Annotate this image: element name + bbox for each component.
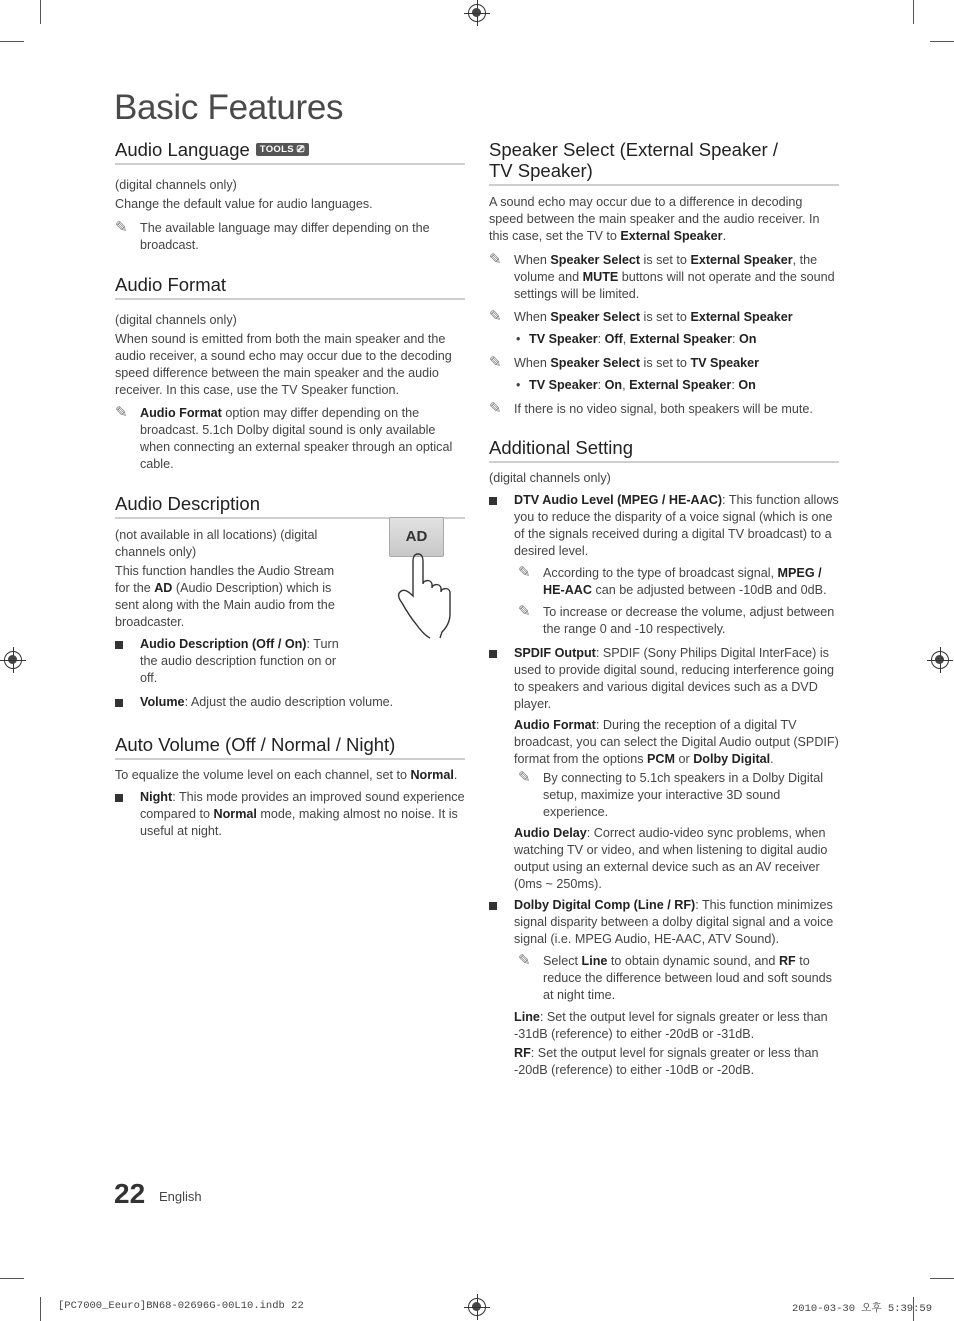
section-heading-audio-description: Audio Description — [115, 493, 465, 519]
text-span: Select — [543, 954, 582, 968]
note — [518, 953, 839, 1004]
pencil-note-icon: ✎ — [518, 563, 531, 581]
text-bold: RF — [514, 1046, 531, 1060]
text-bold: MUTE — [582, 270, 619, 284]
note — [518, 604, 839, 638]
body-text — [115, 767, 465, 784]
crop-mark — [0, 41, 24, 42]
heading-line: TV Speaker) — [489, 160, 593, 181]
note — [489, 355, 839, 372]
text-bold: MPEG / HE-AAC — [543, 566, 822, 597]
text-bold: TV Speaker — [529, 378, 598, 392]
text-bold: Speaker Select — [550, 356, 641, 370]
note — [518, 770, 839, 821]
tools-badge-icon: TOOLS ⎚ — [256, 143, 309, 156]
text-span: to obtain dynamic sound, and — [607, 954, 779, 968]
list-item — [489, 331, 839, 348]
text-span: : During the reception of a digital TV broadcast, you can select the Digital Audio output (SPDIF) format from the options — [514, 718, 839, 766]
bullet-square-icon — [115, 641, 123, 649]
text-span: : — [597, 332, 605, 346]
text-span: When — [514, 253, 551, 267]
text-span: (Audio Description) which is sent along with the Main audio from the broadcaster. — [115, 581, 335, 629]
text-span: can be adjusted between -10dB and 0dB. — [591, 583, 827, 597]
crop-mark — [40, 1297, 41, 1321]
text-span: : — [731, 378, 739, 392]
pencil-note-icon: ✎ — [489, 307, 502, 325]
item-text: mode, making almost no noise. It is useful at night. — [140, 807, 458, 838]
item-text: : This mode provides an improved sound experience compared to — [140, 790, 465, 821]
bullet-square-icon — [489, 650, 497, 658]
text-span: . — [453, 768, 458, 782]
list-item — [489, 492, 839, 560]
body-text: When sound is emitted from both the main speaker and the audio receiver, a sound echo may occur due to the decoding speed difference between the main speaker and the audio receiver. In this case, use the TV Speaker function. — [115, 332, 452, 397]
text-span: is set to — [640, 310, 691, 324]
text-span: To equalize the volume level on each channel, set to — [115, 768, 411, 782]
body-text — [489, 1009, 839, 1043]
note — [489, 252, 839, 303]
item-bold: Volume — [140, 695, 185, 709]
text-span: . — [770, 752, 774, 766]
registration-mark-icon — [468, 1298, 486, 1316]
bullet-square-icon — [489, 497, 497, 505]
text-span: to reduce the difference between loud and soft sounds at night time. — [543, 954, 832, 1002]
bullet-square-icon — [115, 794, 123, 802]
registration-mark-icon — [931, 651, 949, 669]
item-text: : This function minimizes signal disparity between a dolby digital signal and a voice signal (i.e. MPEG Audio, HE-AAC, ATV Sound). — [514, 898, 834, 946]
text-span: A sound echo may occur due to a difference in decoding speed between the main speaker and the audio receiver. In this case, set the TV to — [489, 195, 820, 243]
pencil-note-icon: ✎ — [518, 602, 531, 620]
text-bold: External Speaker — [629, 332, 733, 346]
registration-mark-icon — [468, 4, 486, 22]
list-item — [115, 636, 350, 687]
text-span: . — [722, 229, 727, 243]
body-text — [489, 194, 839, 245]
section-heading-audio-format: Audio Format — [115, 274, 465, 300]
text-bold: TV Speaker — [690, 356, 760, 370]
bullet-square-icon — [115, 699, 123, 707]
crop-mark — [40, 0, 41, 24]
pencil-note-icon: ✎ — [489, 399, 502, 417]
crop-mark — [0, 1278, 24, 1279]
ad-remote-button — [389, 517, 444, 557]
text-bold: Dolby Digital — [693, 752, 771, 766]
bullet-dot-icon: • — [516, 378, 521, 392]
section-heading-auto-volume: Auto Volume (Off / Normal / Night) — [115, 734, 465, 760]
right-column — [489, 139, 839, 1079]
left-column — [115, 139, 465, 840]
page-language: English — [159, 1189, 202, 1204]
info-text: (digital channels only) — [115, 178, 237, 192]
registration-mark-icon — [4, 651, 22, 669]
item-bold: Night — [140, 790, 173, 804]
text-bold: External Speaker — [620, 229, 723, 243]
text-bold: Line — [581, 954, 608, 968]
heading-line: Speaker Select (External Speaker / — [489, 139, 778, 160]
list-item — [115, 694, 465, 711]
note — [489, 401, 839, 418]
pencil-note-icon: ✎ — [115, 218, 128, 236]
note-text: The available language may differ depending on the broadcast. — [140, 221, 430, 252]
note-text: By connecting to 5.1ch speakers in a Dolby Digital setup, maximize your interactive 3D sound experience. — [543, 771, 824, 819]
ad-button-label: AD — [405, 528, 428, 545]
pencil-note-icon: ✎ — [115, 403, 128, 421]
list-item — [115, 789, 465, 840]
text-bold: TV Speaker — [529, 332, 598, 346]
text-bold: Off — [604, 332, 623, 346]
text-bold: External Speaker — [690, 253, 793, 267]
bullet-dot-icon: • — [516, 332, 521, 346]
list-item — [489, 645, 839, 713]
item-text: : Turn the audio description function on or off. — [140, 637, 339, 685]
text-span: buttons will not operate and the sound settings will be limited. — [514, 270, 835, 301]
text-span: is set to — [640, 356, 691, 370]
text-bold: Line — [514, 1010, 540, 1024]
text-bold: AD — [154, 581, 173, 595]
item-bold: Normal — [213, 807, 257, 821]
pencil-note-icon: ✎ — [518, 951, 531, 969]
text-span: : Set the output level for signals greater or less than -31dB (reference) to either -20dB or -31dB. — [514, 1010, 828, 1041]
crop-mark — [913, 0, 914, 24]
note — [518, 565, 839, 599]
text-bold: Normal — [410, 768, 454, 782]
text-bold: On — [739, 332, 757, 346]
info-text: (digital channels only) — [115, 313, 237, 327]
list-item — [489, 377, 839, 394]
text-span: : — [597, 378, 605, 392]
text-span: According to the type of broadcast signal, — [543, 566, 778, 580]
note-text: option may differ depending on the broadcast. 5.1ch Dolby digital sound is only available when connecting an external speaker through an optical cable. — [140, 406, 453, 471]
text-span: : Correct audio-video sync problems, when watching TV or video, and when listening to digital audio output using an external device such as an AV receiver (0ms ~ 250ms). — [514, 826, 828, 891]
item-text: : This function allows you to reduce the disparity of a voice signal (which is one of the signals received during a digital TV broadcast) to a desired level. — [514, 493, 839, 558]
text-span: , the volume and — [514, 253, 818, 284]
page-number: 22 — [114, 1178, 146, 1209]
section-heading-speaker-select — [489, 139, 839, 186]
text-bold: Audio Delay — [514, 826, 587, 840]
info-text: (digital channels only) — [489, 471, 611, 485]
text-span: When — [514, 310, 551, 324]
text-span: , — [622, 378, 630, 392]
tools-badge-label: TOOLS — [259, 143, 294, 155]
note — [115, 405, 465, 473]
section-heading-audio-language — [115, 139, 465, 165]
text-bold: Audio Format — [514, 718, 596, 732]
page-title: Basic Features — [114, 88, 344, 127]
text-bold: Speaker Select — [550, 253, 641, 267]
note-bold: Audio Format — [140, 406, 222, 420]
text-span: : Set the output level for signals greater or less than -20dB (reference) to either -10dB or -20dB. — [514, 1046, 819, 1077]
section-heading-additional-setting: Additional Setting — [489, 437, 839, 463]
crop-mark — [930, 41, 954, 42]
text-bold: Speaker Select — [550, 310, 641, 324]
item-bold: DTV Audio Level (MPEG / HE-AAC) — [514, 493, 723, 507]
note-text: To increase or decrease the volume, adjust between the range 0 and -10 respectively. — [543, 605, 835, 636]
text-span: is set to — [640, 253, 691, 267]
text-span: , — [622, 332, 630, 346]
item-bold: Audio Description (Off / On) — [140, 637, 307, 651]
body-text — [489, 825, 839, 893]
pencil-note-icon: ✎ — [489, 353, 502, 371]
body-text — [489, 1045, 839, 1079]
item-text: : Adjust the audio description volume. — [184, 695, 394, 709]
print-slug-right: 2010-03-30 오후 5:39:59 — [792, 1303, 933, 1315]
text-bold: On — [604, 378, 623, 392]
bullet-square-icon — [489, 902, 497, 910]
item-text: : SPDIF (Sony Philips Digital InterFace) is used to provide digital sound, reducing interference going to speakers and various digital devices such as a DVD player. — [514, 646, 834, 711]
print-slug-left: [PC7000_Eeuro]BN68-02696G-00L10.indb 22 — [58, 1300, 304, 1312]
text-bold: PCM — [647, 752, 675, 766]
list-item — [489, 897, 839, 948]
note — [489, 309, 839, 326]
text-bold: External Speaker — [629, 378, 732, 392]
item-bold: SPDIF Output — [514, 646, 596, 660]
text-span: or — [675, 752, 694, 766]
text-span: : — [732, 332, 740, 346]
pencil-note-icon: ✎ — [518, 768, 531, 786]
text-span: This function handles the Audio Stream for the — [115, 564, 335, 595]
text-bold: On — [738, 378, 756, 392]
pencil-note-icon: ✎ — [489, 250, 502, 268]
body-text — [115, 563, 350, 631]
info-text: Change the default value for audio languages. — [115, 197, 373, 211]
item-bold: Dolby Digital Comp (Line / RF) — [514, 898, 696, 912]
note-text: If there is no video signal, both speakers will be mute. — [514, 402, 813, 416]
text-span: When — [514, 356, 551, 370]
text-bold: RF — [778, 954, 796, 968]
hand-pointer-icon — [396, 552, 468, 640]
heading-text: Audio Language — [115, 139, 250, 160]
text-bold: External Speaker — [690, 310, 793, 324]
info-text: (not available in all locations) (digital channels only) — [115, 528, 318, 559]
crop-mark — [930, 1278, 954, 1279]
body-text — [489, 717, 839, 768]
note — [115, 220, 465, 254]
